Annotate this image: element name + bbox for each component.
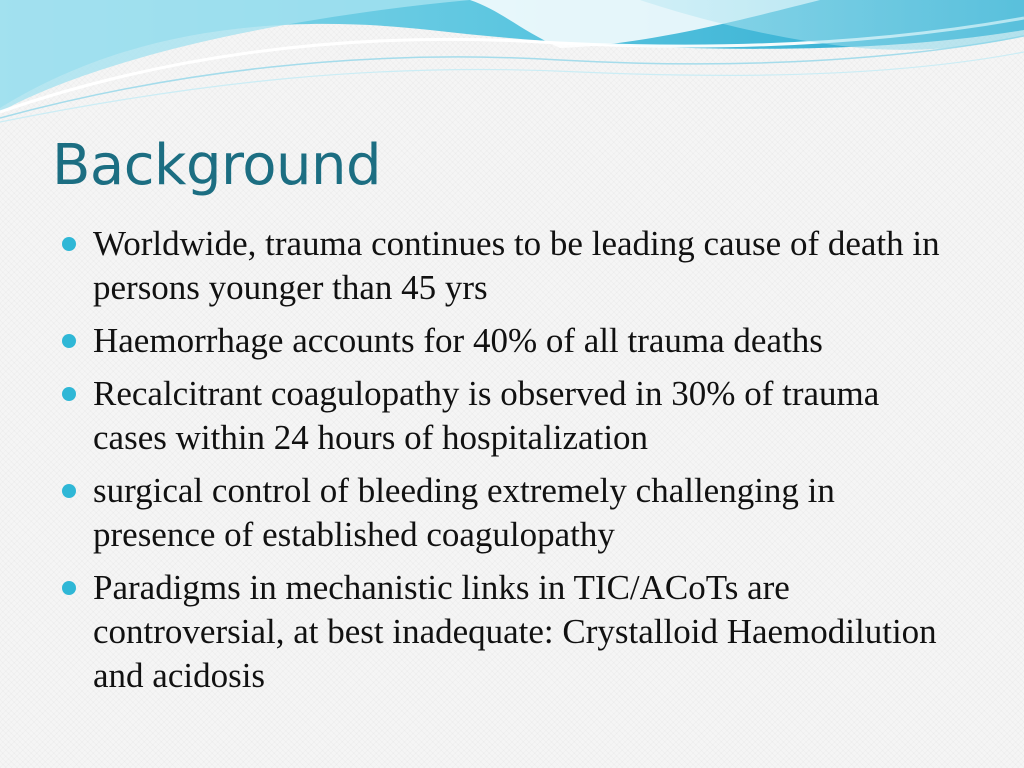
bullet-dot-icon — [62, 387, 76, 401]
bullet-dot-icon — [62, 484, 76, 498]
bullet-dot-icon — [62, 581, 76, 595]
bullet-list — [60, 222, 960, 707]
bullet-dot-icon — [62, 237, 76, 251]
bullet-text: surgical control of bleeding extremely challenging in presence of established coagulopathy — [93, 471, 835, 554]
bullet-text: Paradigms in mechanistic links in TIC/ACoTs are controversial, at best inadequate: Crystalloid Haemodilution and acidosis — [93, 568, 937, 695]
bullet-text: Recalcitrant coagulopathy is observed in 30% of trauma cases within 24 hours of hospitalization — [93, 374, 880, 457]
bullet-text: Haemorrhage accounts for 40% of all trauma deaths — [93, 321, 823, 360]
bullet-item — [60, 566, 960, 698]
bullet-item — [60, 222, 960, 310]
bullet-item — [60, 469, 960, 557]
bullet-item — [60, 372, 960, 460]
slide-title: Background — [52, 133, 382, 198]
bullet-text: Worldwide, trauma continues to be leading cause of death in persons younger than 45 yrs — [93, 224, 940, 307]
bullet-dot-icon — [62, 334, 76, 348]
header-wave-decoration — [0, 0, 1024, 125]
bullet-item — [60, 319, 960, 363]
